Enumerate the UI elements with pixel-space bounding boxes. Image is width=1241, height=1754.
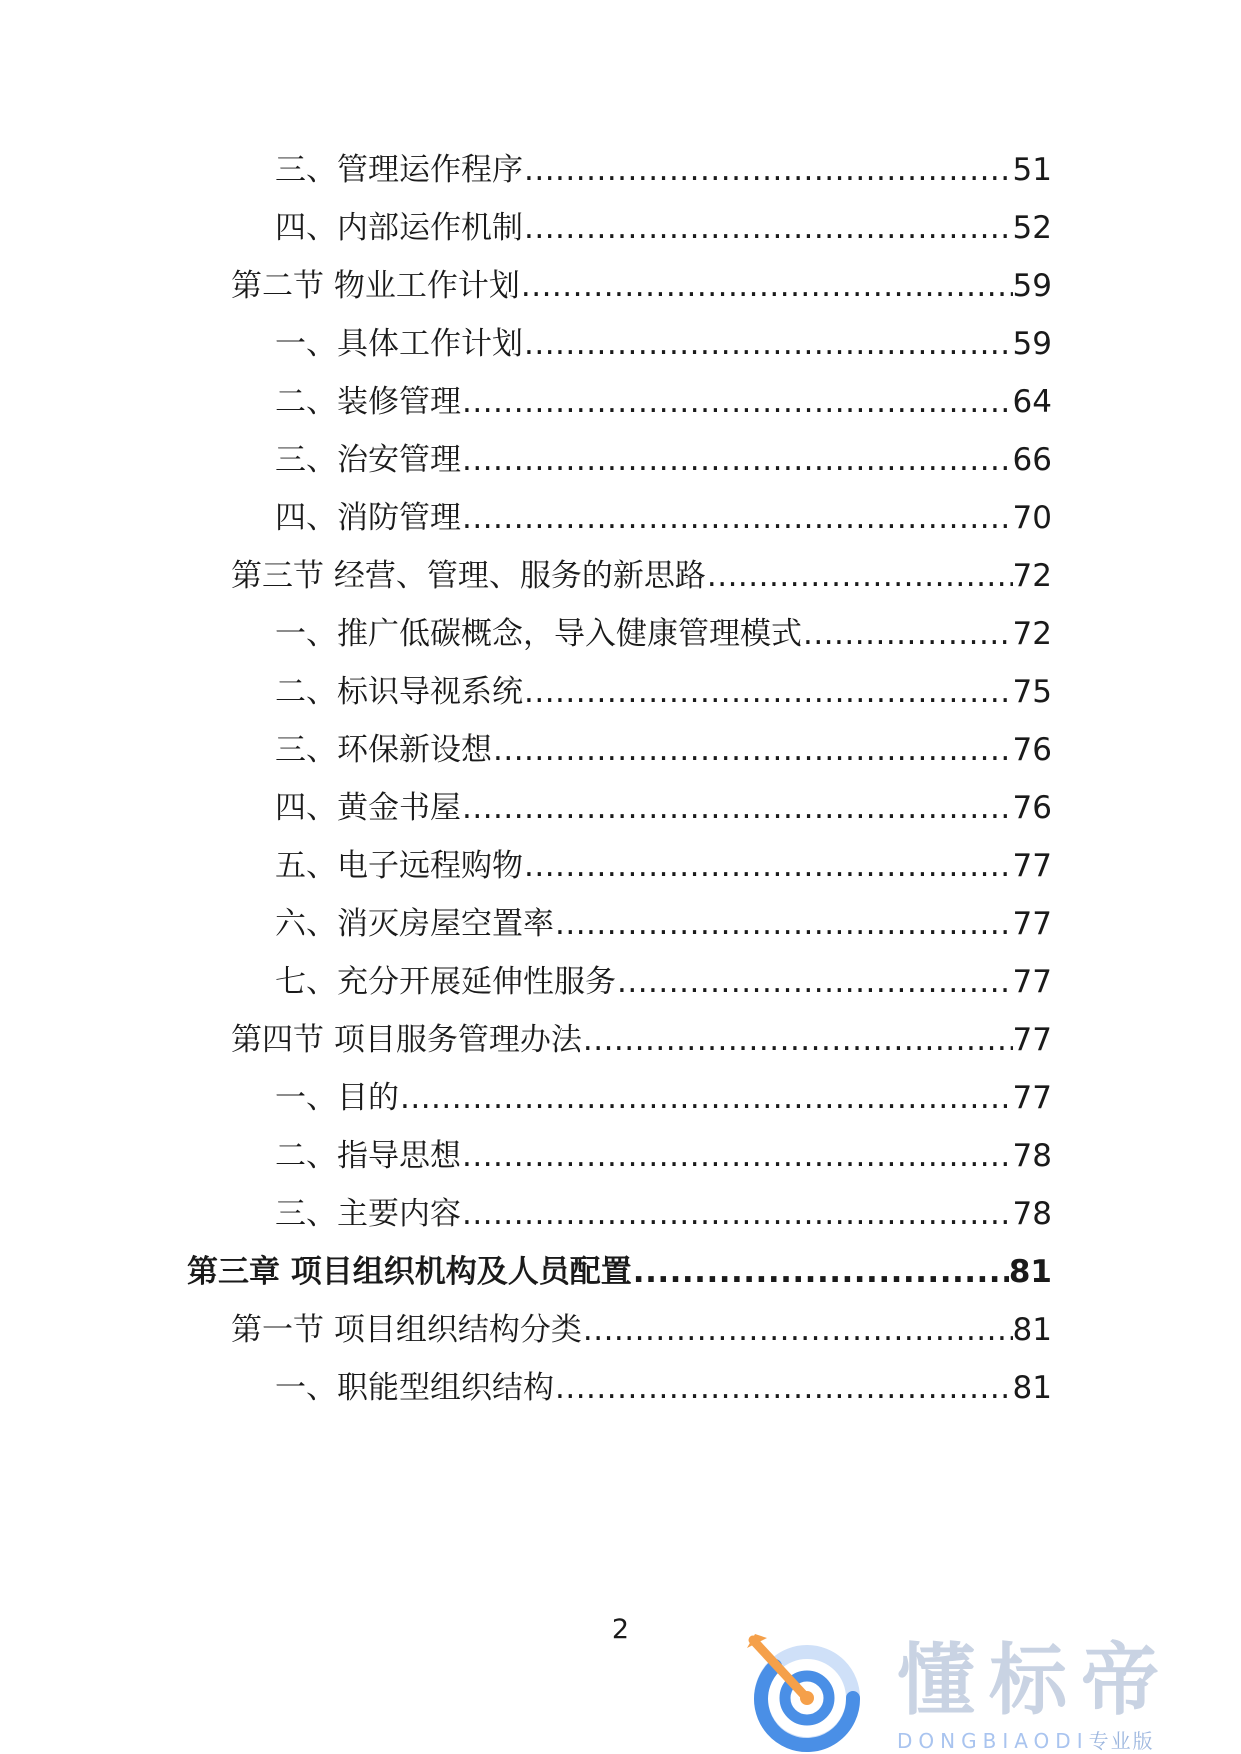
toc-entry-title: 二、装修管理 xyxy=(275,384,461,420)
toc-entry-page: 75 xyxy=(1012,674,1052,710)
toc-entry-page: 77 xyxy=(1012,1080,1052,1116)
toc-entry-page: 78 xyxy=(1012,1196,1052,1232)
watermark-edition: 专业版 xyxy=(1088,1729,1155,1753)
toc-entry[interactable] xyxy=(275,728,1052,772)
toc-entry-title: 第四节 项目服务管理办法 xyxy=(231,1022,582,1058)
toc-entry[interactable] xyxy=(275,960,1052,1004)
toc-leader-dots xyxy=(461,1134,1013,1178)
toc-entry[interactable] xyxy=(231,1018,1052,1062)
toc-entry-title: 第二节 物业工作计划 xyxy=(231,268,520,304)
toc-leader-dots xyxy=(582,1018,1013,1062)
toc-leader-dots xyxy=(523,844,1013,888)
watermark xyxy=(745,1632,1225,1754)
toc-entry-page: 52 xyxy=(1012,210,1052,246)
toc-entry[interactable] xyxy=(275,670,1052,714)
toc-entry[interactable] xyxy=(275,1076,1052,1120)
toc-entry[interactable] xyxy=(275,1134,1052,1178)
toc-entry-title: 一、具体工作计划 xyxy=(275,326,523,362)
toc-entry-page: 77 xyxy=(1012,848,1052,884)
toc-entry-title: 七、充分开展延伸性服务 xyxy=(275,964,616,1000)
toc-entry-title: 第三节 经营、管理、服务的新思路 xyxy=(231,558,706,594)
toc-leader-dots xyxy=(461,496,1013,540)
toc-leader-dots xyxy=(461,438,1013,482)
toc-entry-title: 三、环保新设想 xyxy=(275,732,492,768)
toc-entry-page: 81 xyxy=(1012,1312,1052,1348)
toc-entry[interactable] xyxy=(231,264,1052,308)
toc-leader-dots xyxy=(523,322,1013,366)
toc-leader-dots xyxy=(523,206,1013,250)
toc-leader-dots xyxy=(554,1366,1013,1410)
toc-entry-page: 72 xyxy=(1012,558,1052,594)
toc-entry-title: 一、推广低碳概念，导入健康管理模式 xyxy=(275,616,802,652)
toc-entry[interactable] xyxy=(275,206,1052,250)
toc-chapter-entry[interactable] xyxy=(187,1250,1052,1294)
toc-entry-page: 70 xyxy=(1012,500,1052,536)
toc-leader-dots xyxy=(520,264,1013,308)
toc-leader-dots xyxy=(582,1308,1013,1352)
toc-entry[interactable] xyxy=(275,380,1052,424)
toc-leader-dots xyxy=(706,554,1013,598)
toc-entry[interactable] xyxy=(275,148,1052,192)
toc-entry-page: 76 xyxy=(1012,790,1052,826)
toc-entry-title: 一、职能型组织结构 xyxy=(275,1370,554,1406)
toc-entry-page: 51 xyxy=(1012,152,1052,188)
toc-entry[interactable] xyxy=(231,554,1052,598)
toc-entry-title: 六、消灭房屋空置率 xyxy=(275,906,554,942)
toc-entry-title: 二、标识导视系统 xyxy=(275,674,523,710)
toc-entry-title: 第一节 项目组织结构分类 xyxy=(231,1312,582,1348)
toc-entry-page: 76 xyxy=(1012,732,1052,768)
toc-entry[interactable] xyxy=(275,1192,1052,1236)
toc-entry-page: 59 xyxy=(1012,268,1052,304)
toc-entry-page: 77 xyxy=(1012,906,1052,942)
toc-entry-title: 四、消防管理 xyxy=(275,500,461,536)
toc-entry[interactable] xyxy=(275,438,1052,482)
toc-entry[interactable] xyxy=(275,322,1052,366)
toc-entry-page: 64 xyxy=(1012,384,1052,420)
toc-entry-title: 三、治安管理 xyxy=(275,442,461,478)
page-number: 2 xyxy=(611,1614,630,1645)
toc-entry[interactable] xyxy=(275,844,1052,888)
toc-entry-page: 78 xyxy=(1012,1138,1052,1174)
toc-entry[interactable] xyxy=(275,786,1052,830)
watermark-subtitle xyxy=(897,1729,1155,1753)
toc-entry-title: 第三章 项目组织机构及人员配置 xyxy=(187,1254,632,1290)
toc-entry[interactable] xyxy=(275,1366,1052,1410)
toc-leader-dots xyxy=(632,1250,1009,1294)
toc-leader-dots xyxy=(554,902,1013,946)
toc-entry-page: 59 xyxy=(1012,326,1052,362)
toc-leader-dots xyxy=(461,380,1013,424)
toc-entry[interactable] xyxy=(275,902,1052,946)
toc-leader-dots xyxy=(523,670,1013,714)
toc-leader-dots xyxy=(616,960,1013,1004)
toc-leader-dots xyxy=(461,786,1013,830)
toc-entry-title: 四、内部运作机制 xyxy=(275,210,523,246)
toc-entry-title: 二、指导思想 xyxy=(275,1138,461,1174)
toc-leader-dots xyxy=(399,1076,1013,1120)
toc-leader-dots xyxy=(802,612,1013,656)
toc-leader-dots xyxy=(492,728,1013,772)
toc-entry[interactable] xyxy=(275,612,1052,656)
toc-entry-title: 三、主要内容 xyxy=(275,1196,461,1232)
toc-entry-title: 三、管理运作程序 xyxy=(275,152,523,188)
toc-entry[interactable] xyxy=(231,1308,1052,1352)
toc-entry-page: 72 xyxy=(1012,616,1052,652)
target-logo-icon xyxy=(745,1632,870,1754)
watermark-brand: 懂标帝 xyxy=(897,1636,1174,1726)
toc-entry[interactable] xyxy=(275,496,1052,540)
toc-entry-title: 一、目的 xyxy=(275,1080,399,1116)
toc-entry-page: 77 xyxy=(1012,1022,1052,1058)
toc-leader-dots xyxy=(461,1192,1013,1236)
toc-entry-page: 77 xyxy=(1012,964,1052,1000)
toc-leader-dots xyxy=(523,148,1013,192)
toc-entry-page: 81 xyxy=(1012,1370,1052,1406)
toc-entry-title: 四、黄金书屋 xyxy=(275,790,461,826)
toc-entry-page: 66 xyxy=(1012,442,1052,478)
watermark-subtitle-latin: DONGBIAODI xyxy=(897,1729,1089,1753)
toc-entry-page: 81 xyxy=(1008,1254,1052,1290)
toc-entry-title: 五、电子远程购物 xyxy=(275,848,523,884)
